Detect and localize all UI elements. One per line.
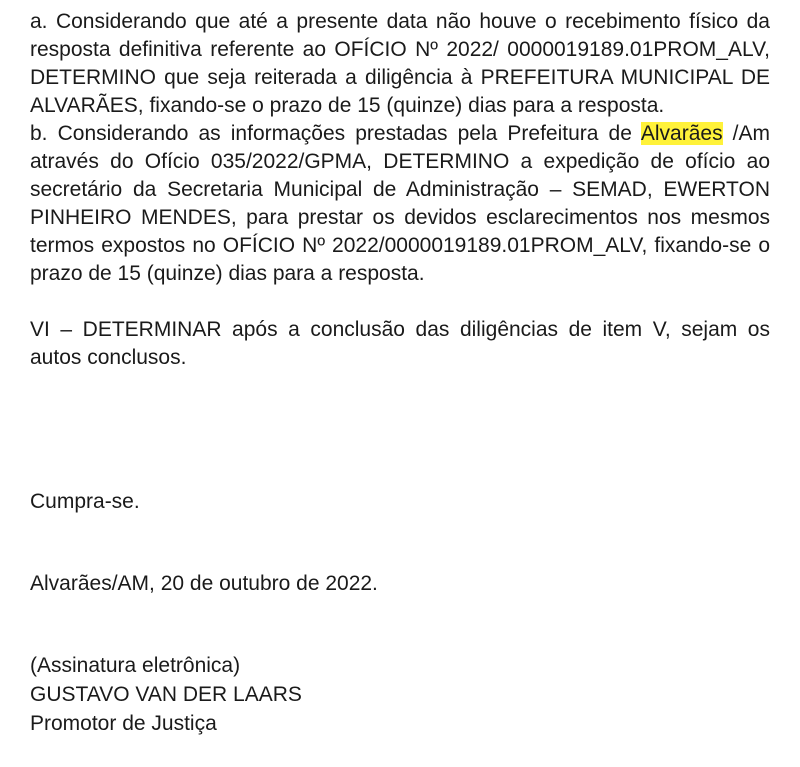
highlighted-word: Alvarães: [640, 122, 723, 145]
signature-note: (Assinatura eletrônica): [30, 654, 241, 677]
signer-role: Promotor de Justiça: [30, 712, 217, 735]
document-page: [30, 8, 771, 735]
signature-block: [30, 651, 302, 738]
paragraph-item-vi: VI – DETERMINAR após a conclusão das diligências de item V, sejam os autos conclusos.: [30, 318, 770, 369]
item-b-text-end: /Am através do Ofício 035/2022/GPMA, DETERMINO a expedição de ofício ao secretário da Secretaria Municipal de Administração – SEMAD, EWERTON PINHEIRO MENDES, para prestar os devidos esclarecimentos nos mesmos termos expostos no OFÍCIO Nº 2022/0000019189.01PROM_ALV, fixando-se o prazo de 15 (quinze) dias para a resposta.: [30, 122, 771, 285]
paragraph-item-a: a. Considerando que até a presente data não houve o recebimento físico da resposta definitiva referente ao OFÍCIO Nº 2022/ 0000019189.01PROM_ALV, DETERMINO que seja reiterada a diligência à PREFEITURA MUNICIPAL DE ALVARÃES, fixando-se o prazo de 15 (quinze) dias para a resposta.: [30, 10, 770, 117]
signer-name: GUSTAVO VAN DER LAARS: [30, 683, 302, 706]
closing-text: Cumpra-se.: [30, 490, 140, 513]
place-and-date: Alvarães/AM, 20 de outubro de 2022.: [30, 572, 378, 595]
item-b-text-start: b. Considerando as informações prestadas pela Prefeitura de: [30, 122, 641, 145]
paragraph-item-b: [30, 120, 770, 288]
